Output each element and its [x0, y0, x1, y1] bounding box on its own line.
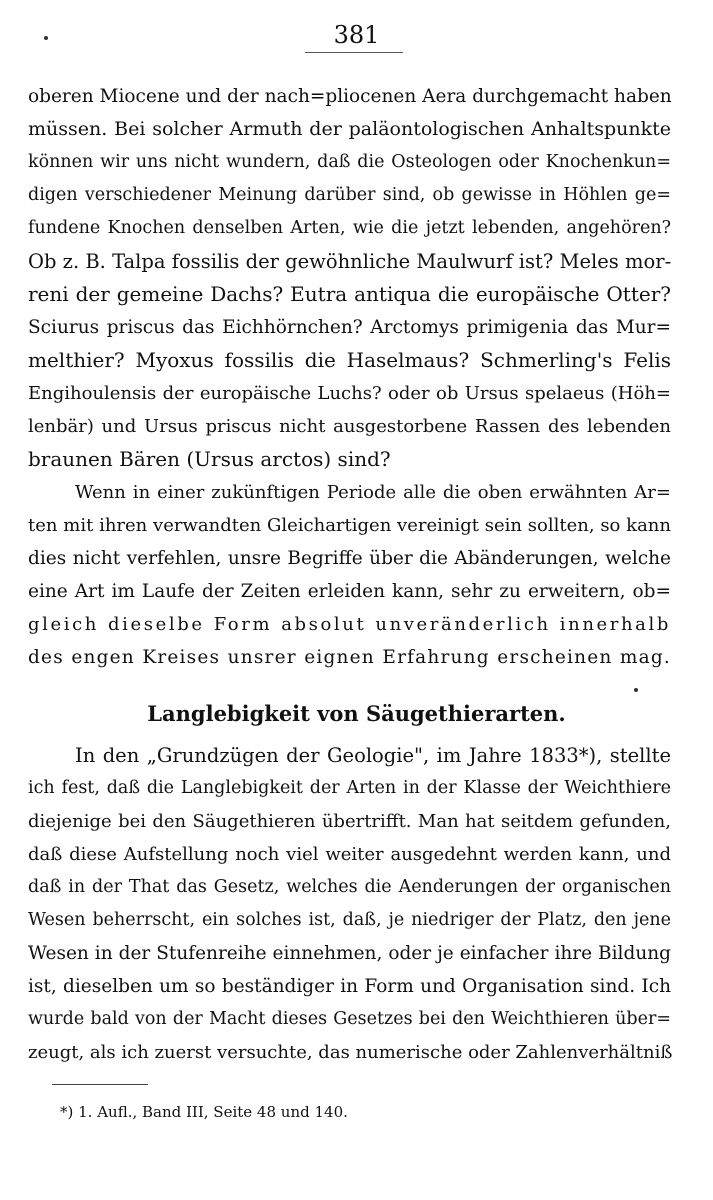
text-line: Wesen beherrscht, ein solches ist, daß, je niedriger der Platz, den jene: [28, 910, 671, 930]
text-line: Wenn in einer zukünftigen Periode alle die oben erwähnten Ar=: [75, 482, 671, 503]
print-speck: [634, 688, 638, 692]
text-line: In den „Grundzügen der Geologie", im Jahre 1833*), stellte: [75, 744, 671, 767]
footnote-rule: [52, 1084, 148, 1085]
footnote: *) 1. Aufl., Band III, Seite 48 und 140.: [60, 1103, 348, 1121]
page-number-rule: [305, 52, 403, 53]
text-line: lenbär) und Ursus priscus nicht ausgestorbene Rassen des lebenden: [28, 416, 671, 437]
text-line: Ob z. B. Talpa fossilis der gewöhnliche Maulwurf ist? Meles mor-: [28, 250, 672, 273]
text-line: Engihoulensis der europäische Luchs? oder ob Ursus spelaeus (Höh=: [28, 383, 671, 404]
text-line: braunen Bären (Ursus arctos) sind?: [28, 447, 391, 471]
text-line: Sciurus priscus das Eichhörnchen? Arctomys primigenia das Mur=: [28, 317, 671, 338]
text-line: müssen. Bei solcher Armuth der paläontologischen Anhaltspunkte: [28, 118, 671, 140]
text-line: melthier? Myoxus fossilis die Haselmaus? Schmerling's Felis: [28, 348, 671, 372]
text-line: oberen Miocene und der nach=pliocenen Aera durchgemacht haben: [28, 86, 672, 107]
text-line: können wir uns nicht wundern, daß die Osteologen oder Knochenkun=: [28, 152, 671, 172]
text-line: ten mit ihren verwandten Gleichartigen vereinigt sein sollten, so kann: [28, 515, 671, 536]
text-line: eine Art im Laufe der Zeiten erleiden kann, sehr zu erweitern, ob=: [28, 581, 671, 602]
text-line: ist, dieselben um so beständiger in Form und Organisation sind. Ich: [28, 976, 671, 997]
paragraph-continued: [28, 80, 671, 476]
text-line: wurde bald von der Macht dieses Gesetzes bei den Weichthieren über=: [28, 1009, 671, 1029]
text-line: daß diese Aufstellung noch viel weiter ausgedehnt werden kann, und: [28, 844, 671, 865]
paragraph-future-period: [28, 476, 671, 674]
text-line: zeugt, als ich zuerst versuchte, das numerische oder Zahlenverhältniß: [28, 1042, 673, 1063]
text-line: daß in der That das Gesetz, welches die Aenderungen der organischen: [28, 877, 671, 897]
text-line: des engen Kreises unsrer eignen Erfahrung erscheinen mag.: [28, 647, 671, 668]
section-heading: Langlebigkeit von Säugethierarten.: [147, 701, 566, 726]
paragraph-longevity: [28, 739, 671, 1069]
print-speck: [44, 36, 48, 40]
text-line: gleich dieselbe Form absolut unveränderlich innerhalb: [28, 614, 671, 635]
text-line: diejenige bei den Säugethieren übertrifft. Man hat seitdem gefunden,: [28, 811, 671, 832]
text-line: Wesen in der Stufenreihe einnehmen, oder je einfacher ihre Bildung: [28, 943, 671, 964]
text-line: ich fest, daß die Langlebigkeit der Arten in der Klasse der Weichthiere: [28, 778, 671, 798]
text-line: fundene Knochen denselben Arten, wie die jetzt lebenden, angehören?: [28, 218, 671, 238]
page-number: 381: [333, 21, 380, 49]
text-line: digen verschiedener Meinung darüber sind, ob gewisse in Höhlen ge=: [28, 185, 671, 205]
text-line: reni der gemeine Dachs? Eutra antiqua die europäische Otter?: [28, 282, 671, 306]
text-line: dies nicht verfehlen, unsre Begriffe über die Abänderungen, welche: [28, 548, 671, 569]
